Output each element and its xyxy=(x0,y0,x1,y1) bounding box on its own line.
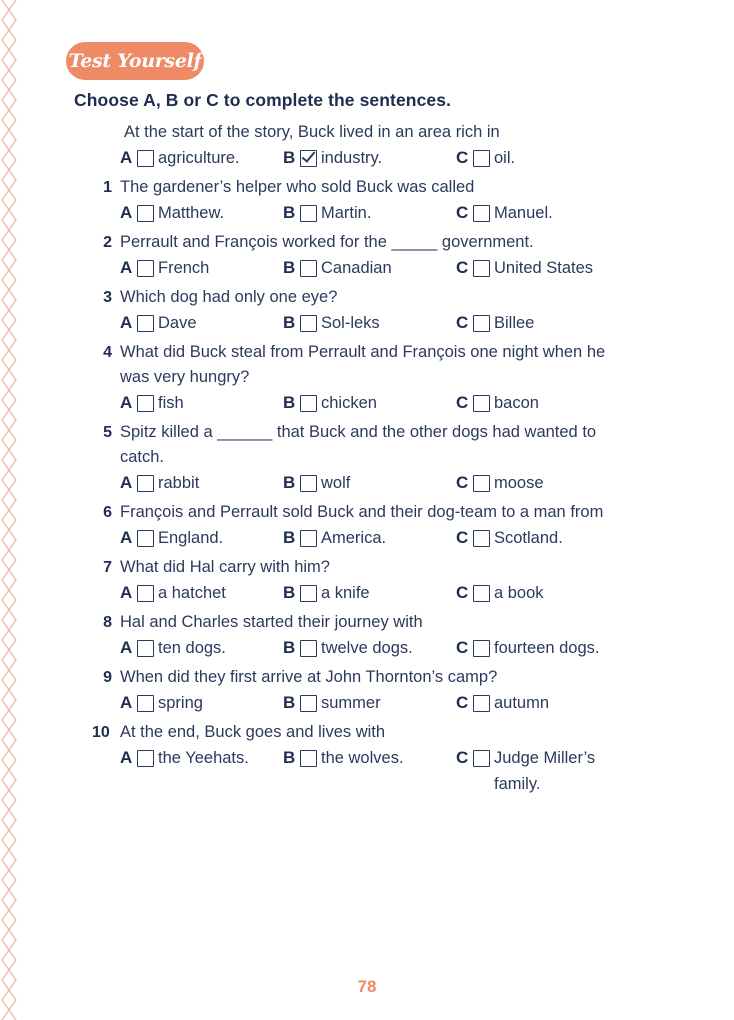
option-text: England. xyxy=(158,529,224,547)
checkbox[interactable] xyxy=(473,530,490,547)
option-letter: C xyxy=(456,203,469,222)
question-number: 10 xyxy=(92,724,110,741)
option-text: a hatchet xyxy=(158,584,226,602)
checkbox[interactable] xyxy=(137,640,154,657)
question-number: 5 xyxy=(103,424,112,441)
question-text: Spitz killed a ______ that Buck and the other dogs had wanted to catch. xyxy=(120,423,597,466)
question-number: 9 xyxy=(103,669,112,686)
decorative-border xyxy=(0,0,18,1020)
checkbox[interactable] xyxy=(473,315,490,332)
question-number: 4 xyxy=(103,344,112,361)
option-text: fish xyxy=(158,394,184,412)
option-text: bacon xyxy=(494,394,539,412)
question-number: 7 xyxy=(103,559,112,576)
instruction-heading: Choose A, B or C to complete the sentences. xyxy=(74,90,452,110)
option-letter: B xyxy=(283,473,296,492)
option-letter: C xyxy=(456,583,469,602)
option-text: America. xyxy=(321,529,387,547)
question-number: 1 xyxy=(103,179,112,196)
option-letter: A xyxy=(120,148,133,167)
option-text: Canadian xyxy=(321,259,392,277)
checkbox[interactable] xyxy=(137,150,154,167)
question-number: 6 xyxy=(103,504,112,521)
option-text: summer xyxy=(321,694,381,712)
checkbox[interactable] xyxy=(300,640,317,657)
option-letter: A xyxy=(120,528,133,547)
checkbox[interactable] xyxy=(473,750,490,767)
option-letter: C xyxy=(456,638,469,657)
checkbox[interactable] xyxy=(473,475,490,492)
checkbox[interactable] xyxy=(473,205,490,222)
checkbox[interactable] xyxy=(300,585,317,602)
option-letter: C xyxy=(456,148,469,167)
option-letter: B xyxy=(283,203,296,222)
checkbox[interactable] xyxy=(137,475,154,492)
option-text: rabbit xyxy=(158,474,200,492)
option-text: spring xyxy=(158,694,203,712)
option-letter: B xyxy=(283,638,296,657)
option-letter: A xyxy=(120,693,133,712)
checkbox[interactable] xyxy=(300,260,317,277)
checkbox[interactable] xyxy=(473,395,490,412)
checkbox[interactable] xyxy=(137,585,154,602)
option-letter: B xyxy=(283,393,296,412)
checkbox[interactable] xyxy=(300,695,317,712)
checkbox[interactable] xyxy=(473,640,490,657)
option-text: agriculture. xyxy=(158,149,240,167)
question-text: Perrault and François worked for the _____ government. xyxy=(120,233,534,251)
option-letter: A xyxy=(120,393,133,412)
option-letter: C xyxy=(456,258,469,277)
checkbox[interactable] xyxy=(137,260,154,277)
checkbox[interactable] xyxy=(300,750,317,767)
checkbox[interactable] xyxy=(473,585,490,602)
question-number: 2 xyxy=(103,234,112,251)
checkbox[interactable] xyxy=(300,475,317,492)
question-number: 3 xyxy=(103,289,112,306)
option-letter: A xyxy=(120,638,133,657)
checked-checkbox[interactable] xyxy=(300,150,317,167)
option-text: French xyxy=(158,259,210,277)
option-text: Scotland. xyxy=(494,529,563,547)
question-text: Which dog had only one eye? xyxy=(120,288,338,306)
option-text: United States xyxy=(494,259,594,277)
option-letter: B xyxy=(283,693,296,712)
checkbox[interactable] xyxy=(137,205,154,222)
option-letter: C xyxy=(456,748,469,767)
checkbox[interactable] xyxy=(137,750,154,767)
option-letter: A xyxy=(120,748,133,767)
checkbox[interactable] xyxy=(473,260,490,277)
checkbox[interactable] xyxy=(300,530,317,547)
option-letter: C xyxy=(456,528,469,547)
option-letter: B xyxy=(283,583,296,602)
option-text: Matthew. xyxy=(158,204,225,222)
option-letter: A xyxy=(120,473,133,492)
option-letter: C xyxy=(456,693,469,712)
checkbox[interactable] xyxy=(137,315,154,332)
option-text: Dave xyxy=(158,314,197,332)
option-text: wolf xyxy=(321,474,351,492)
option-letter: A xyxy=(120,583,133,602)
option-letter: C xyxy=(456,473,469,492)
option-letter: C xyxy=(456,393,469,412)
option-text: Martin. xyxy=(321,204,372,222)
test-yourself-badge: Test Yourself xyxy=(66,42,204,80)
option-letter: B xyxy=(283,313,296,332)
question-text: At the end, Buck goes and lives with xyxy=(120,723,386,741)
option-letter: B xyxy=(283,258,296,277)
option-text: oil. xyxy=(494,149,516,167)
option-letter: B xyxy=(283,748,296,767)
option-text: the Yeehats. xyxy=(158,749,249,767)
checkbox[interactable] xyxy=(473,695,490,712)
question-text: When did they first arrive at John Thornton’s camp? xyxy=(120,668,498,686)
option-text: the wolves. xyxy=(321,749,404,767)
option-text: industry. xyxy=(321,149,383,167)
option-letter: A xyxy=(120,203,133,222)
option-text: Judge Miller’s family. xyxy=(494,749,596,793)
question-text: At the start of the story, Buck lived in an area rich in xyxy=(124,123,500,141)
option-text: a knife xyxy=(321,584,370,602)
option-letter: B xyxy=(283,148,296,167)
question-number: 8 xyxy=(103,614,112,631)
checkbox[interactable] xyxy=(137,695,154,712)
option-text: autumn xyxy=(494,694,550,712)
checkbox[interactable] xyxy=(300,395,317,412)
option-text: Billee xyxy=(494,314,535,332)
question-text: What did Hal carry with him? xyxy=(120,558,330,576)
checkbox[interactable] xyxy=(473,150,490,167)
question-text: Hal and Charles started their journey with xyxy=(120,613,423,631)
option-text: chicken xyxy=(321,394,377,412)
option-letter: A xyxy=(120,258,133,277)
option-text: Manuel. xyxy=(494,204,553,222)
checkbox[interactable] xyxy=(300,205,317,222)
option-letter: C xyxy=(456,313,469,332)
option-letter: B xyxy=(283,528,296,547)
checkbox[interactable] xyxy=(137,395,154,412)
checkbox[interactable] xyxy=(300,315,317,332)
option-text: a book xyxy=(494,584,544,602)
question-text: What did Buck steal from Perrault and François one night when he was very hungry? xyxy=(120,343,606,386)
question-text: The gardener’s helper who sold Buck was called xyxy=(120,178,475,196)
option-text: twelve dogs. xyxy=(321,639,413,657)
option-text: ten dogs. xyxy=(158,639,226,657)
option-text: Sol-leks xyxy=(321,314,380,332)
question-text: François and Perrault sold Buck and their dog-team to a man from xyxy=(120,503,604,521)
option-letter: A xyxy=(120,313,133,332)
page-number: 78 xyxy=(357,977,377,996)
option-text: moose xyxy=(494,474,544,492)
option-text: fourteen dogs. xyxy=(494,639,600,657)
checkbox[interactable] xyxy=(137,530,154,547)
